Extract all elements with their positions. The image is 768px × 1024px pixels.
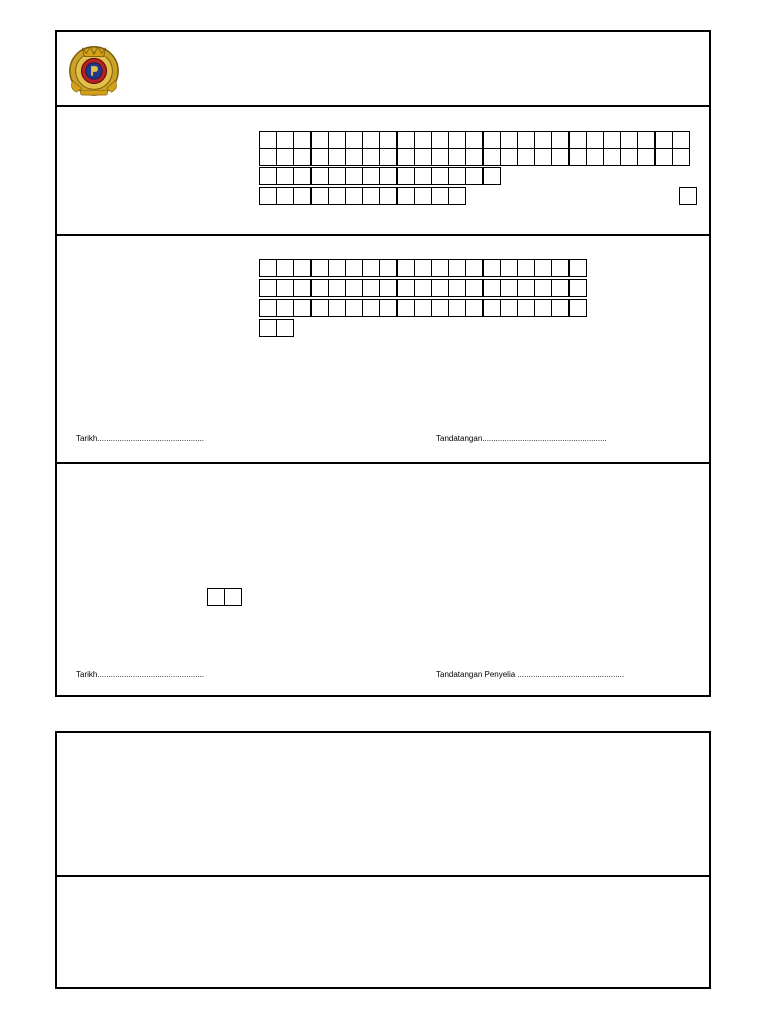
char-box[interactable] <box>534 299 552 317</box>
char-box[interactable] <box>293 187 311 205</box>
char-box[interactable] <box>500 131 518 149</box>
char-box[interactable] <box>500 259 518 277</box>
char-box[interactable] <box>259 299 277 317</box>
char-box[interactable] <box>586 131 604 149</box>
char-box[interactable] <box>517 148 535 166</box>
char-box-row[interactable] <box>259 148 690 165</box>
char-box[interactable] <box>551 299 569 317</box>
char-box[interactable] <box>672 131 690 149</box>
char-box[interactable] <box>328 167 346 185</box>
char-box[interactable] <box>551 259 569 277</box>
divider-lower <box>57 875 709 877</box>
char-box[interactable] <box>379 299 397 317</box>
char-box[interactable] <box>345 187 363 205</box>
char-box[interactable] <box>310 148 329 166</box>
char-box[interactable] <box>431 148 449 166</box>
char-box[interactable] <box>276 187 294 205</box>
char-box[interactable] <box>345 259 363 277</box>
divider-2 <box>57 234 709 236</box>
char-box[interactable] <box>259 167 277 185</box>
checkbox[interactable] <box>679 187 697 205</box>
char-box[interactable] <box>431 131 449 149</box>
char-box[interactable] <box>379 279 397 297</box>
char-box-row[interactable] <box>259 187 466 204</box>
char-box[interactable] <box>500 299 518 317</box>
char-box[interactable] <box>293 259 311 277</box>
char-box[interactable] <box>534 279 552 297</box>
char-box-row[interactable] <box>259 259 587 276</box>
signature-field[interactable] <box>436 434 607 443</box>
char-box[interactable] <box>362 148 380 166</box>
char-box-row[interactable] <box>259 299 587 316</box>
char-box[interactable] <box>310 259 329 277</box>
char-box[interactable] <box>448 131 466 149</box>
char-box[interactable] <box>465 167 483 185</box>
char-box[interactable] <box>568 148 587 166</box>
char-box[interactable] <box>482 167 501 185</box>
char-box-row[interactable] <box>207 588 242 605</box>
char-box[interactable] <box>620 148 638 166</box>
char-box[interactable] <box>293 148 311 166</box>
char-box-row[interactable] <box>259 319 294 336</box>
char-box[interactable] <box>362 299 380 317</box>
char-box[interactable] <box>465 279 483 297</box>
char-box[interactable] <box>328 131 346 149</box>
date-label: Tarikh <box>76 434 98 443</box>
lower-form-box <box>55 731 711 989</box>
char-box[interactable] <box>568 259 587 277</box>
char-box[interactable] <box>379 148 397 166</box>
char-box[interactable] <box>603 148 621 166</box>
date-dots: ................................................ <box>97 434 205 443</box>
char-box[interactable] <box>345 167 363 185</box>
char-box[interactable] <box>276 279 294 297</box>
char-box-row[interactable] <box>259 279 587 296</box>
char-box[interactable] <box>517 259 535 277</box>
signature-label: Tandatangan <box>436 434 483 443</box>
char-box[interactable] <box>448 187 466 205</box>
signature-dots: ........................................................ <box>482 434 607 443</box>
char-box[interactable] <box>396 187 415 205</box>
char-box[interactable] <box>310 167 329 185</box>
char-box[interactable] <box>379 187 397 205</box>
char-box[interactable] <box>620 131 638 149</box>
char-box[interactable] <box>431 167 449 185</box>
char-box[interactable] <box>396 279 415 297</box>
char-box[interactable] <box>310 187 329 205</box>
char-box[interactable] <box>396 299 415 317</box>
char-box[interactable] <box>328 187 346 205</box>
char-box[interactable] <box>534 148 552 166</box>
char-box-row[interactable] <box>259 167 501 184</box>
char-box[interactable] <box>603 131 621 149</box>
char-box[interactable] <box>637 131 655 149</box>
char-box[interactable] <box>396 259 415 277</box>
date-field[interactable] <box>76 434 204 443</box>
char-box[interactable] <box>276 299 294 317</box>
char-box[interactable] <box>414 299 432 317</box>
char-box[interactable] <box>414 167 432 185</box>
char-box[interactable] <box>259 279 277 297</box>
char-box[interactable] <box>517 299 535 317</box>
char-box[interactable] <box>207 588 225 606</box>
char-box[interactable] <box>396 148 415 166</box>
char-box[interactable] <box>414 148 432 166</box>
supervisor-signature-dots: ................................................ <box>517 670 625 679</box>
char-box-row[interactable] <box>259 131 690 148</box>
char-box[interactable] <box>414 259 432 277</box>
char-box[interactable] <box>568 279 587 297</box>
char-box[interactable] <box>276 319 294 337</box>
char-box[interactable] <box>259 148 277 166</box>
char-box[interactable] <box>345 131 363 149</box>
char-box[interactable] <box>500 279 518 297</box>
char-box[interactable] <box>568 299 587 317</box>
supervisor-signature-label: Tandatangan Penyelia <box>436 670 518 679</box>
divider-3 <box>57 462 709 464</box>
char-box[interactable] <box>482 259 501 277</box>
char-box[interactable] <box>379 259 397 277</box>
char-box[interactable] <box>586 148 604 166</box>
char-box[interactable] <box>517 131 535 149</box>
char-box[interactable] <box>328 259 346 277</box>
char-box[interactable] <box>293 279 311 297</box>
char-box[interactable] <box>328 299 346 317</box>
char-box[interactable] <box>672 148 690 166</box>
char-box[interactable] <box>310 131 329 149</box>
char-box[interactable] <box>517 279 535 297</box>
char-box[interactable] <box>259 131 277 149</box>
royal-customs-crest-icon <box>65 40 123 98</box>
supervisor-date-label: Tarikh <box>76 670 98 679</box>
char-box[interactable] <box>396 167 415 185</box>
char-box[interactable] <box>465 131 483 149</box>
char-box[interactable] <box>500 148 518 166</box>
char-box[interactable] <box>482 279 501 297</box>
char-box[interactable] <box>482 131 501 149</box>
char-box[interactable] <box>654 148 673 166</box>
char-box[interactable] <box>379 167 397 185</box>
char-box[interactable] <box>328 148 346 166</box>
char-box[interactable] <box>482 148 501 166</box>
char-box[interactable] <box>310 299 329 317</box>
char-box[interactable] <box>293 167 311 185</box>
char-box[interactable] <box>551 148 569 166</box>
char-box[interactable] <box>465 299 483 317</box>
char-box[interactable] <box>414 131 432 149</box>
char-box[interactable] <box>448 259 466 277</box>
supervisor-signature-field[interactable] <box>436 670 624 679</box>
char-box[interactable] <box>362 279 380 297</box>
char-box[interactable] <box>379 131 397 149</box>
char-box[interactable] <box>362 259 380 277</box>
char-box[interactable] <box>414 279 432 297</box>
char-box[interactable] <box>396 131 415 149</box>
char-box[interactable] <box>328 279 346 297</box>
char-box[interactable] <box>414 187 432 205</box>
char-box[interactable] <box>448 167 466 185</box>
char-box[interactable] <box>431 299 449 317</box>
char-box[interactable] <box>293 299 311 317</box>
char-box[interactable] <box>534 131 552 149</box>
main-form-box <box>55 30 711 697</box>
char-box[interactable] <box>482 299 501 317</box>
char-box[interactable] <box>276 148 294 166</box>
char-box[interactable] <box>345 279 363 297</box>
char-box[interactable] <box>345 148 363 166</box>
char-box[interactable] <box>431 259 449 277</box>
char-box[interactable] <box>465 148 483 166</box>
divider-1 <box>57 105 709 107</box>
char-box[interactable] <box>551 131 569 149</box>
char-box[interactable] <box>293 131 311 149</box>
supervisor-date-dots: ................................................ <box>97 670 205 679</box>
char-box[interactable] <box>568 131 587 149</box>
char-box[interactable] <box>465 259 483 277</box>
char-box[interactable] <box>431 187 449 205</box>
char-box[interactable] <box>551 279 569 297</box>
char-box[interactable] <box>276 167 294 185</box>
supervisor-date-field[interactable] <box>76 670 204 679</box>
char-box[interactable] <box>276 259 294 277</box>
char-box[interactable] <box>448 299 466 317</box>
char-box[interactable] <box>534 259 552 277</box>
char-box[interactable] <box>431 279 449 297</box>
char-box[interactable] <box>345 299 363 317</box>
char-box[interactable] <box>448 279 466 297</box>
char-box[interactable] <box>276 131 294 149</box>
char-box[interactable] <box>448 148 466 166</box>
char-box[interactable] <box>654 131 673 149</box>
char-box[interactable] <box>224 588 242 606</box>
char-box[interactable] <box>310 279 329 297</box>
char-box[interactable] <box>259 319 277 337</box>
char-box[interactable] <box>362 167 380 185</box>
char-box[interactable] <box>259 259 277 277</box>
char-box[interactable] <box>259 187 277 205</box>
char-box[interactable] <box>637 148 655 166</box>
char-box[interactable] <box>362 187 380 205</box>
char-box[interactable] <box>362 131 380 149</box>
